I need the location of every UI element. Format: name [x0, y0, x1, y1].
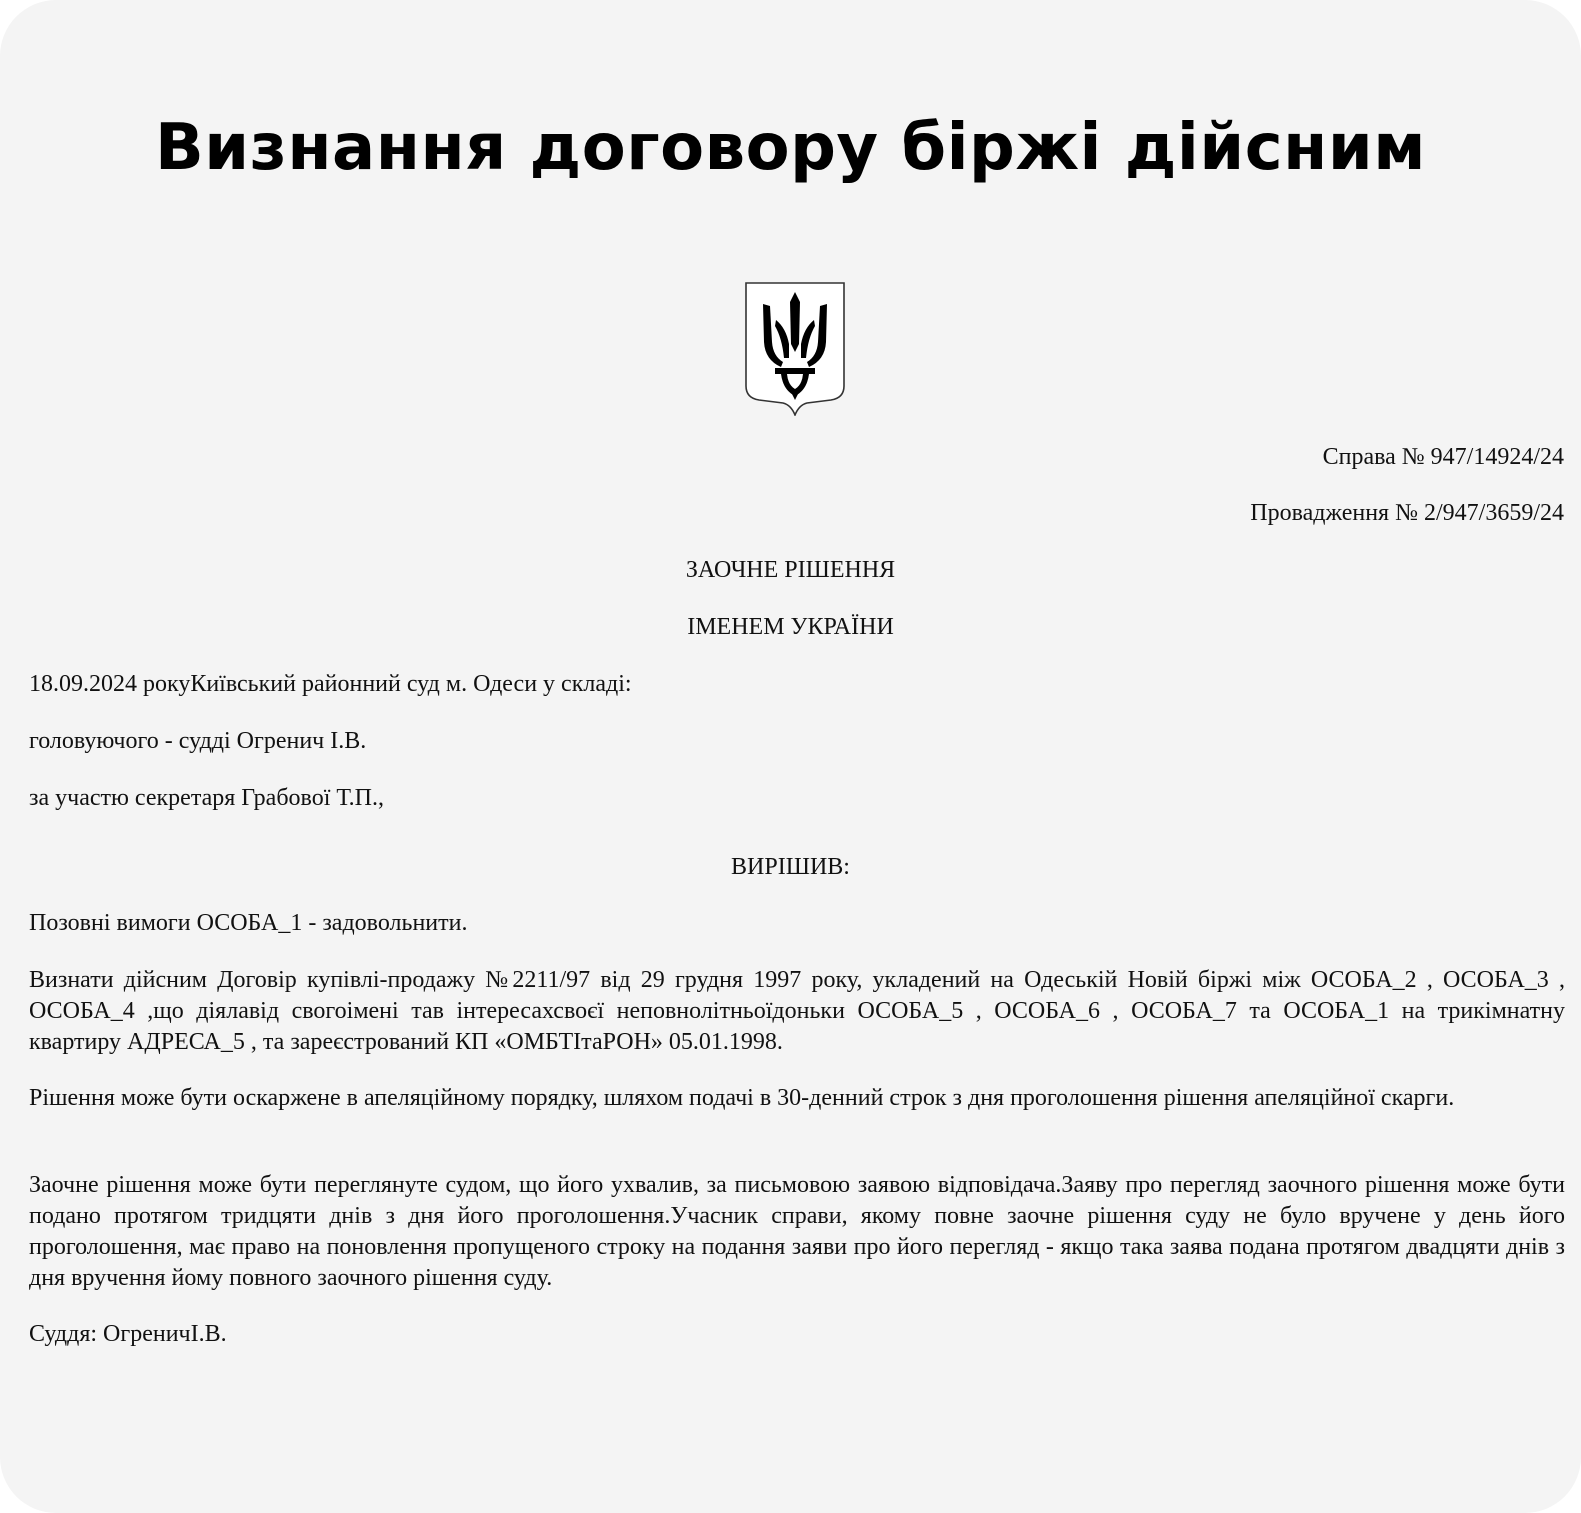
coat-of-arms-trident-icon: [745, 282, 845, 416]
judge-signature: Суддя: ОгреничІ.В.: [29, 1321, 227, 1347]
secretary-line: за участю секретаря Грабової Т.П.,: [29, 785, 384, 811]
paragraph-review: Заочне рішення може бути переглянуте судом, що його ухвалив, за письмовою заявою відповідача.Заяву про перегляд заочного рішення може бути подано протягом тридцяти днів з дня його проголошення.Учасник справи, якому повне заочне рішення суду не було вручене у день його проголошення, має право на поновлення пропущеного строку на подання заяви про його перегляд - якщо така заява подана протягом двадцяти днів з дня вручення йому повного заочного рішення суду.: [29, 1172, 1565, 1291]
page-title: Визнання договору біржі дійсним: [155, 111, 1426, 185]
court-line: 18.09.2024 рокуКиївський районний суд м. Одеси у складі:: [29, 671, 632, 697]
paragraph-appeal: Рішення може бути оскаржене в апеляційному порядку, шляхом подачі в 30-денний строк з дня проголошення рішення апеляційної скарги.: [29, 1085, 1455, 1111]
paragraph-claims-satisfied: Позовні вимоги ОСОБА_1 - задовольнити.: [29, 910, 468, 936]
presiding-judge: головуючого - судді Огренич І.В.: [29, 728, 367, 754]
decided-heading: ВИРІШИВ:: [731, 854, 850, 880]
paragraph-contract-valid: Визнати дійсним Договір купівлі-продажу №2211/97 від 29 грудня 1997 року, укладений на Одеській Новій біржі між ОСОБА_2 , ОСОБА_3 , ОСОБА_4 ,що діялавід свогоімені тав інтересахсвоєї неповнолітньоїдоньки ОСОБА_5 , ОСОБА_6 , ОСОБА_7 та ОСОБА_1 на трикімнатну квартиру АДРЕСА_5 , та зареєстрований КП «ОМБТІтаРОН» 05.01.1998.: [29, 967, 1565, 1055]
in-name-of-heading: ІМЕНЕМ УКРАЇНИ: [687, 614, 894, 640]
proceeding-number: Провадження № 2/947/3659/24: [1250, 500, 1564, 526]
decision-type-heading: ЗАОЧНЕ РІШЕННЯ: [685, 557, 896, 583]
case-number: Справа № 947/14924/24: [1322, 444, 1564, 470]
